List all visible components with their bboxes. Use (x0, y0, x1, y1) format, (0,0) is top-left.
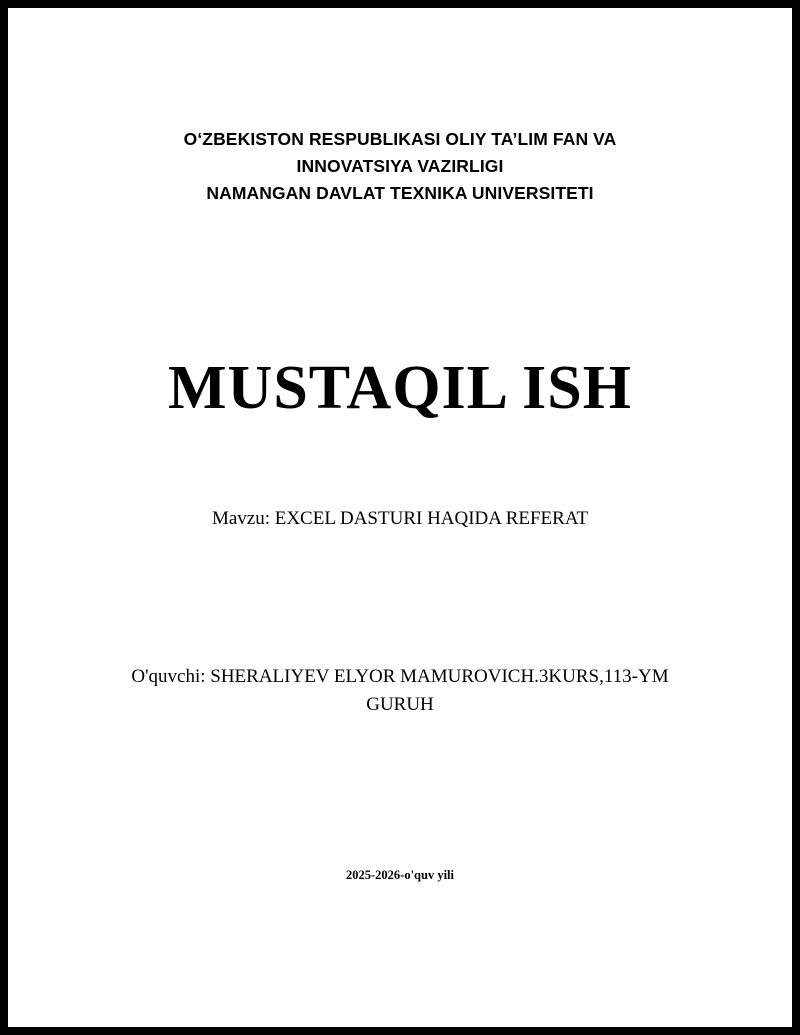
document-subject-block (8, 506, 792, 532)
document-year-block (8, 866, 792, 884)
institution-header-line-2: INNOVATSIYA VAZIRLIGI (296, 156, 504, 176)
document-author-block (8, 663, 792, 719)
page-title: MUSTAQIL ISH (168, 354, 632, 422)
institution-header-line-1: O‘ZBEKISTON RESPUBLIKASI OLIY TA’LIM FAN VA (183, 129, 617, 149)
academic-year: 2025-2026-o'quv yili (346, 868, 454, 882)
institution-header (8, 126, 792, 207)
institution-header-line-3: NAMANGAN DAVLAT TEXNIKA UNIVERSITETI (206, 183, 594, 203)
subject-line: Mavzu: EXCEL DASTURI HAQIDA REFERAT (211, 508, 589, 529)
document-title-block (8, 353, 792, 423)
author-line: O'quvchi: SHERALIYEV ELYOR MAMUROVICH.3KURS,113-YM GURUH (131, 666, 669, 715)
document-page (8, 8, 792, 1027)
